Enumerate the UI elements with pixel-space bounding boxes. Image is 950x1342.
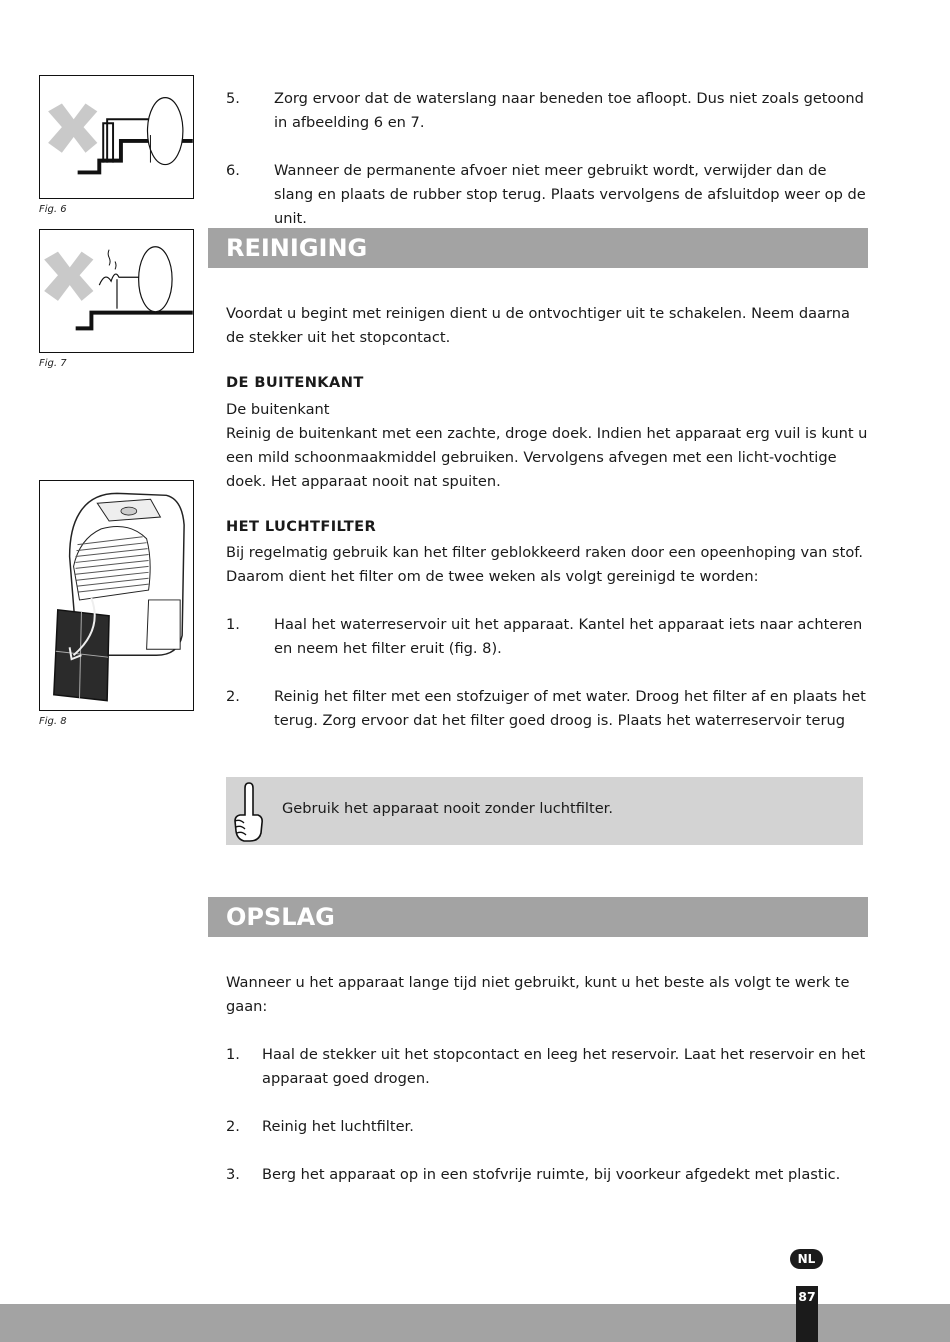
buitenkant-subtitle: De buitenkant [226, 401, 330, 418]
step-number: 2. [226, 688, 240, 705]
figure-8-caption: Fig. 8 [39, 716, 67, 727]
step-number: 1. [226, 616, 240, 633]
language-label: NL [797, 1252, 816, 1266]
step-text: Zorg ervoor dat de waterslang naar beneden toe afloopt. Dus niet zoals getoond in afbeelding 6 en 7. [274, 90, 864, 131]
wrong-hose-icon [40, 76, 193, 198]
step-text: Berg het apparaat op in een stofvrije ruimte, bij voorkeur afgedekt met plastic. [262, 1166, 841, 1183]
opslag-step-1 [226, 1043, 868, 1091]
figure-7-illustration [39, 229, 194, 353]
figure-7-caption: Fig. 7 [39, 358, 67, 369]
section-title: REINIGING [226, 234, 368, 262]
step-number: 3. [226, 1166, 240, 1183]
step-text: Haal het waterreservoir uit het apparaat. Kantel het apparaat iets naar achteren en neem het filter eruit (fig. 8). [274, 616, 863, 657]
luchtfilter-text: Bij regelmatig gebruik kan het filter geblokkeerd raken door een opeenhoping van stof. Daarom dient het filter om de twee weken als volgt gereinigd te worden: [226, 544, 863, 585]
section-title: OPSLAG [226, 903, 335, 931]
step-text: Wanneer de permanente afvoer niet meer gebruikt wordt, verwijder dan de slang en plaats de rubber stop terug. Plaats vervolgens de afsluitdop weer op de unit. [274, 162, 866, 227]
reiniging-step-1 [226, 613, 868, 661]
section-header-reiniging [208, 228, 868, 268]
reiniging-step-2 [226, 685, 868, 733]
step-5 [226, 87, 868, 135]
step-text: Reinig het luchtfilter. [262, 1118, 414, 1135]
opslag-step-3 [226, 1163, 868, 1187]
warning-note [226, 777, 863, 845]
buitenkant-text: Reinig de buitenkant met een zachte, droge doek. Indien het apparaat erg vuil is kunt u een mild schoonmaakmiddel gebruiken. Vervolgens afvegen met een licht-vochtige doek. Het apparaat nooit nat spuiten. [226, 425, 868, 490]
figure-6-caption: Fig. 6 [39, 204, 67, 215]
wrong-hose-icon [40, 230, 193, 352]
dehumidifier-filter-icon [40, 481, 193, 710]
pointing-hand-icon [232, 779, 266, 843]
note-text: Gebruik het apparaat nooit zonder luchtfilter. [282, 800, 613, 817]
language-badge [790, 1249, 823, 1269]
step-number: 2. [226, 1118, 240, 1135]
figure-8-illustration [39, 480, 194, 711]
step-number: 1. [226, 1046, 240, 1063]
section-header-opslag [208, 897, 868, 937]
step-number: 6. [226, 162, 240, 179]
opslag-intro: Wanneer u het apparaat lange tijd niet gebruikt, kunt u het beste als volgt te werk te gaan: [226, 974, 850, 1015]
step-6 [226, 159, 868, 231]
step-number: 5. [226, 90, 240, 107]
step-text: Reinig het filter met een stofzuiger of met water. Droog het filter af en plaats het terug. Zorg ervoor dat het filter goed droog is. Plaats het waterreservoir terug [274, 688, 866, 729]
figure-6-illustration [39, 75, 194, 199]
step-text: Haal de stekker uit het stopcontact en leeg het reservoir. Laat het reservoir en het apparaat goed drogen. [262, 1046, 866, 1087]
page-number: 87 [798, 1289, 816, 1304]
reiniging-intro: Voordat u begint met reinigen dient u de ontvochtiger uit te schakelen. Neem daarna de stekker uit het stopcontact. [226, 305, 850, 346]
buitenkant-heading: DE BUITENKANT [226, 374, 364, 391]
page-number-box [796, 1286, 818, 1342]
luchtfilter-heading: HET LUCHTFILTER [226, 518, 377, 535]
opslag-step-2 [226, 1115, 868, 1139]
